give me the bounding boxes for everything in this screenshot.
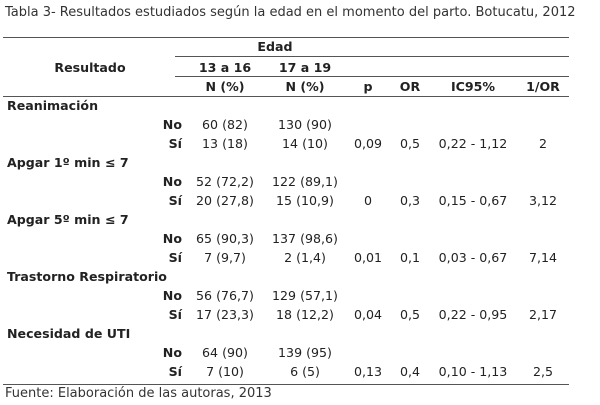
cell-ic95: 0,22 - 0,95 <box>438 307 508 322</box>
row-label: Sí <box>168 250 182 265</box>
header-or: OR <box>399 79 421 94</box>
cell-inv-or: 2,5 <box>532 364 554 379</box>
header-bottom-rule <box>3 96 569 97</box>
row-label: No <box>162 345 182 360</box>
header-inv-or: 1/OR <box>526 79 560 94</box>
cell-group-a: 60 (82) <box>202 117 248 132</box>
cell-group-a: 17 (23,3) <box>196 307 254 322</box>
section-title: Necesidad de UTI <box>7 326 131 341</box>
header-group-label: Edad <box>257 39 293 54</box>
cell-group-b: 18 (12,2) <box>276 307 334 322</box>
cell-ic95: 0,22 - 1,12 <box>438 136 508 151</box>
row-label: No <box>162 174 182 189</box>
cell-group-b: 130 (90) <box>278 117 332 132</box>
cell-ic95: 0,03 - 0,67 <box>438 250 508 265</box>
cell-inv-or: 2,17 <box>528 307 558 322</box>
table-bottom-rule <box>3 384 569 385</box>
header-group-rule <box>175 56 569 57</box>
cell-group-a: 65 (90,3) <box>196 231 254 246</box>
cell-group-a: 13 (18) <box>202 136 248 151</box>
header-sub-rule <box>175 76 569 77</box>
table-source: Fuente: Elaboración de las autoras, 2013 <box>5 386 272 401</box>
cell-group-a: 52 (72,2) <box>196 174 254 189</box>
cell-p: 0,09 <box>353 136 383 151</box>
section-title: Apgar 5º min ≤ 7 <box>7 212 129 227</box>
cell-group-a: 7 (10) <box>206 364 244 379</box>
cell-group-b: 2 (1,4) <box>284 250 326 265</box>
cell-p: 0 <box>363 193 372 208</box>
row-label: No <box>162 231 182 246</box>
cell-or: 0,3 <box>399 193 421 208</box>
cell-or: 0,5 <box>399 136 421 151</box>
cell-ic95: 0,10 - 1,13 <box>438 364 508 379</box>
header-group-b: 17 a 19 <box>278 60 332 75</box>
cell-or: 0,1 <box>399 250 421 265</box>
table-caption: Tabla 3- Resultados estudiados según la edad en el momento del parto. Botucatu, 2012 <box>5 5 576 20</box>
section-title: Trastorno Respiratorio <box>7 269 167 284</box>
cell-p: 0,13 <box>353 364 383 379</box>
cell-or: 0,4 <box>399 364 421 379</box>
cell-group-b: 122 (89,1) <box>272 174 338 189</box>
header-n-pct-a: N (%) <box>205 79 245 94</box>
cell-inv-or: 2 <box>538 136 547 151</box>
header-ic95: IC95% <box>450 79 496 94</box>
section-title: Apgar 1º min ≤ 7 <box>7 155 129 170</box>
row-label: Sí <box>168 307 182 322</box>
cell-group-b: 139 (95) <box>278 345 332 360</box>
row-label: Sí <box>168 193 182 208</box>
header-group-a: 13 a 16 <box>198 60 252 75</box>
cell-inv-or: 3,12 <box>528 193 558 208</box>
cell-group-a: 7 (9,7) <box>204 250 246 265</box>
cell-ic95: 0,15 - 0,67 <box>438 193 508 208</box>
cell-group-b: 14 (10) <box>282 136 328 151</box>
table-top-rule <box>3 37 569 38</box>
header-result: Resultado <box>54 60 126 75</box>
section-title: Reanimación <box>7 98 99 113</box>
header-n-pct-b: N (%) <box>285 79 325 94</box>
cell-or: 0,5 <box>399 307 421 322</box>
cell-group-a: 64 (90) <box>202 345 248 360</box>
header-p: p <box>363 79 373 94</box>
cell-inv-or: 7,14 <box>528 250 558 265</box>
row-label: No <box>162 117 182 132</box>
cell-p: 0,04 <box>353 307 383 322</box>
cell-group-b: 15 (10,9) <box>276 193 334 208</box>
row-label: Sí <box>168 364 182 379</box>
cell-group-a: 20 (27,8) <box>196 193 254 208</box>
cell-group-b: 129 (57,1) <box>272 288 338 303</box>
cell-group-a: 56 (76,7) <box>196 288 254 303</box>
cell-p: 0,01 <box>353 250 383 265</box>
row-label: No <box>162 288 182 303</box>
row-label: Sí <box>168 136 182 151</box>
cell-group-b: 137 (98,6) <box>272 231 338 246</box>
cell-group-b: 6 (5) <box>290 364 320 379</box>
